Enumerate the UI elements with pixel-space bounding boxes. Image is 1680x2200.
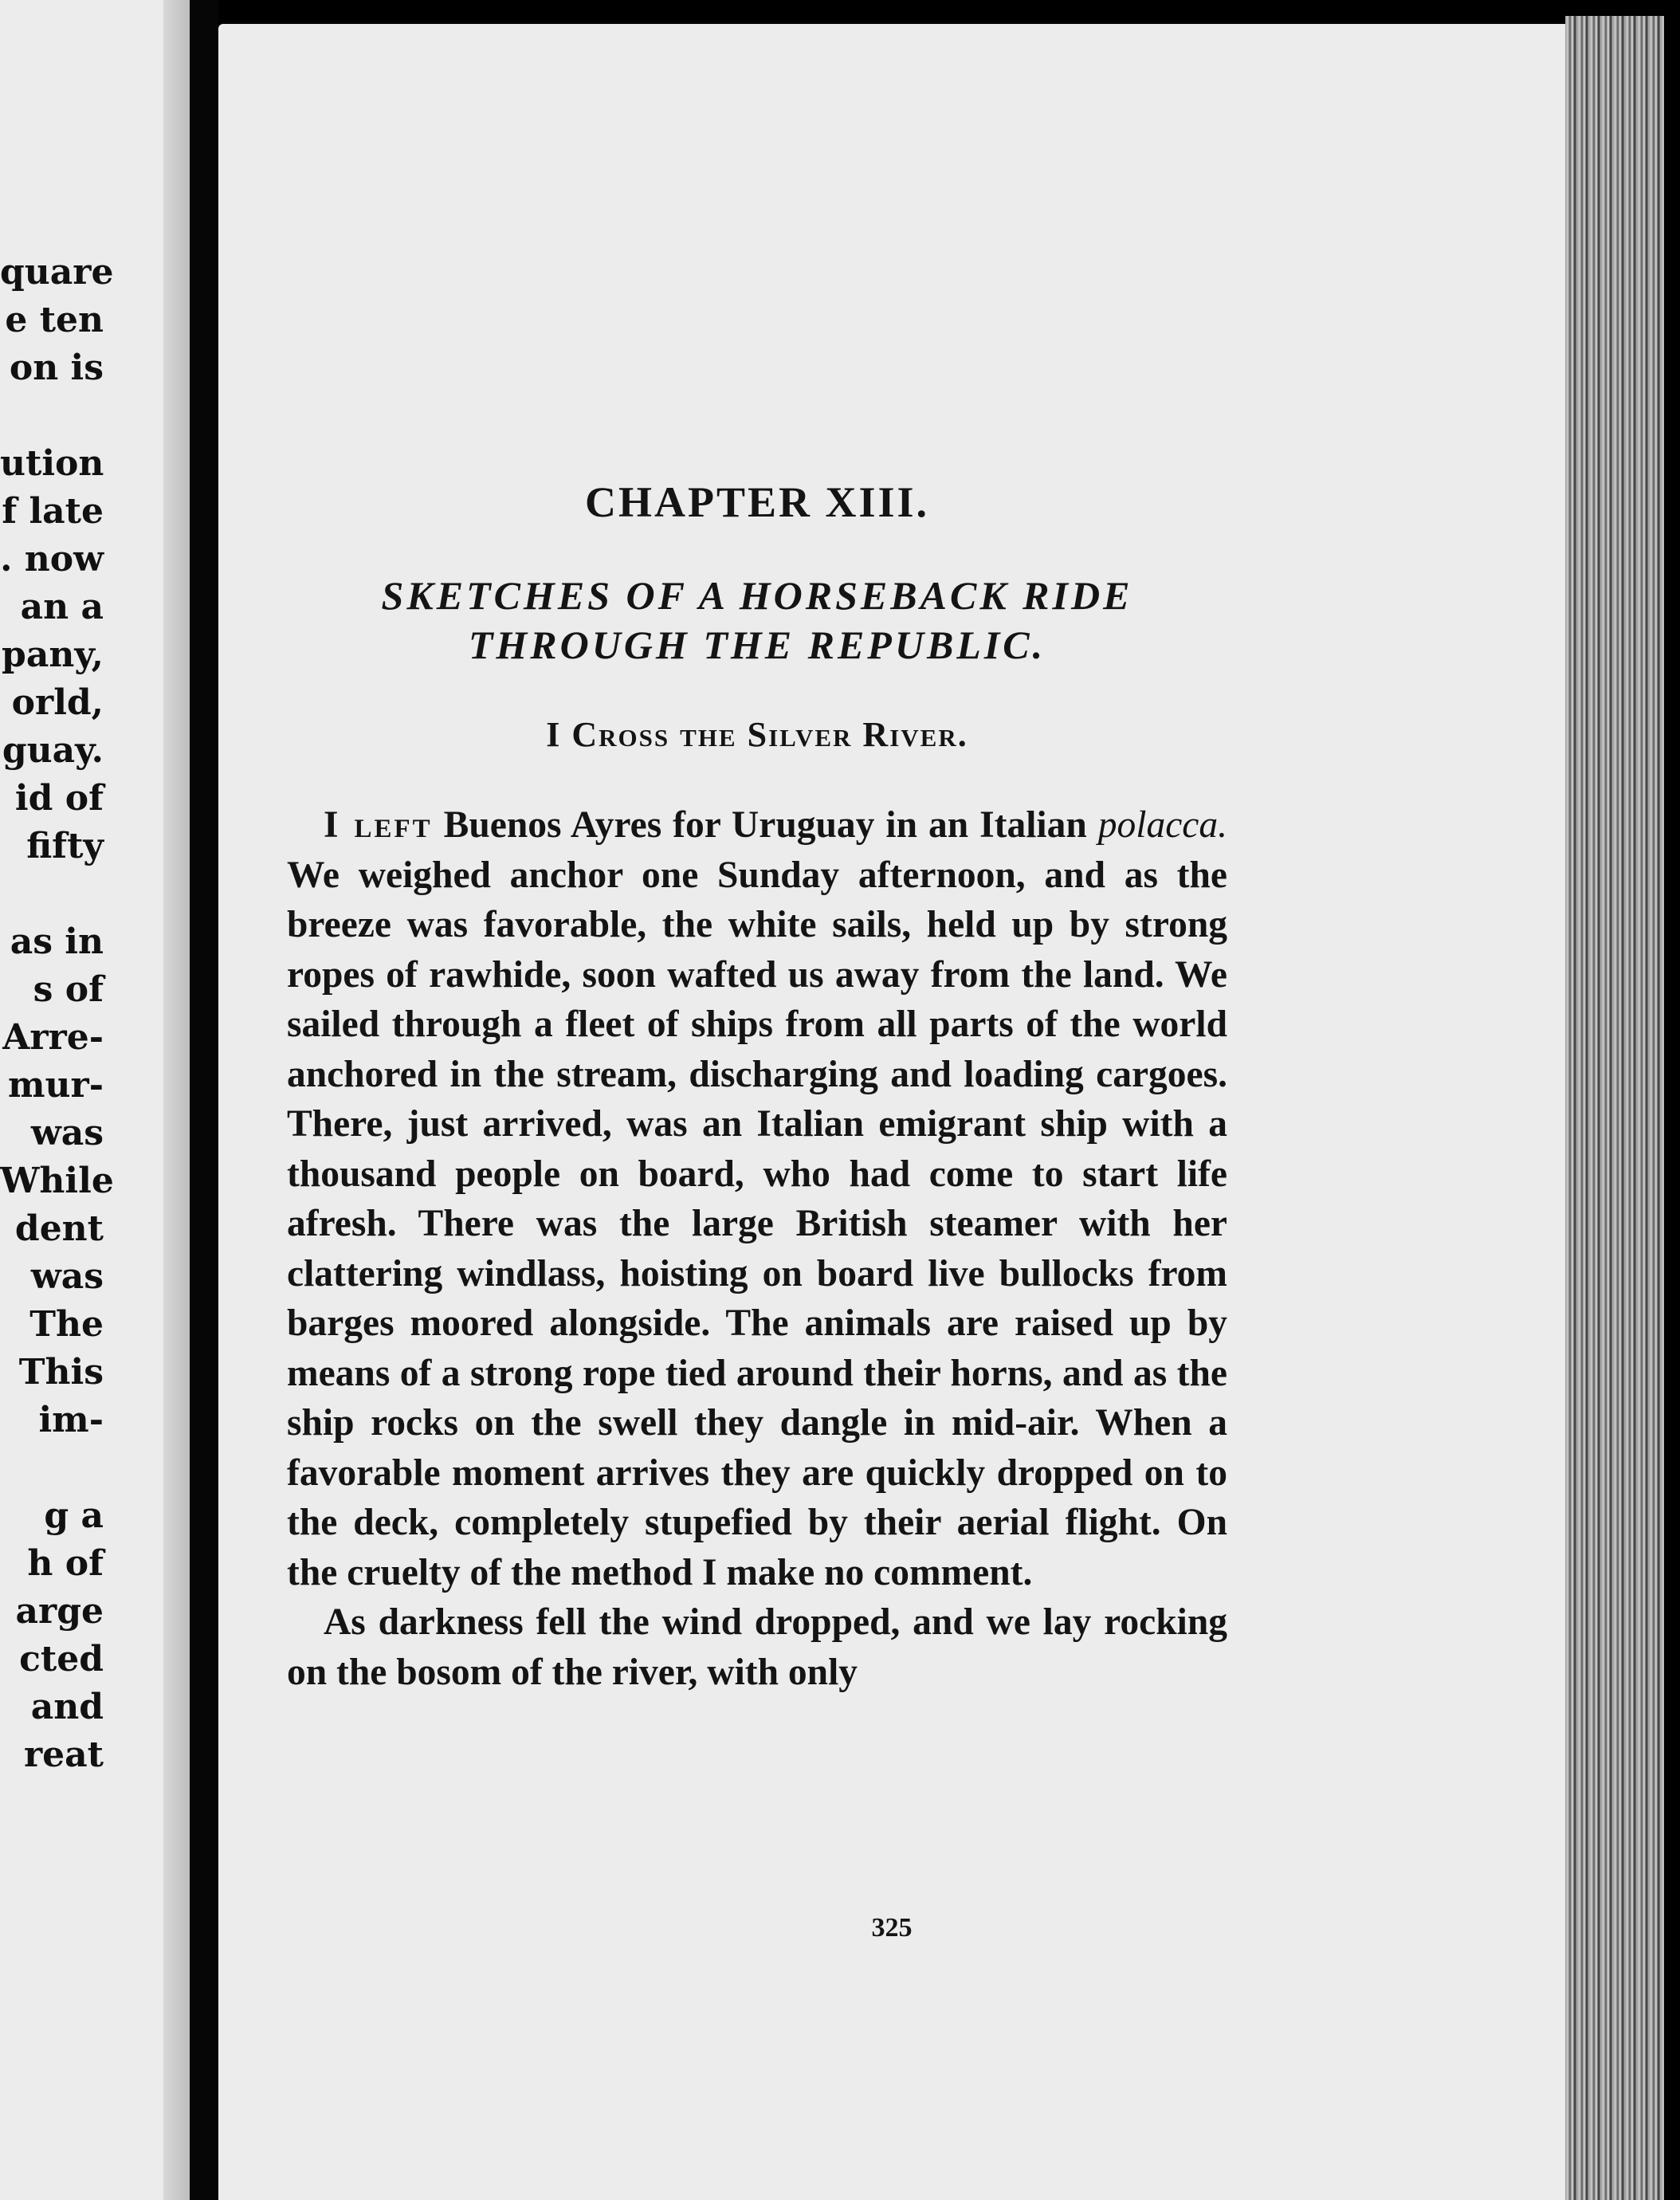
left-line: e ten <box>5 300 104 340</box>
left-line: quare <box>0 252 114 293</box>
left-line: h of <box>27 1543 104 1584</box>
left-line: While <box>0 1161 114 1201</box>
chapter-title <box>287 571 1227 670</box>
left-line: guay. <box>2 730 104 771</box>
left-line: and <box>30 1687 104 1727</box>
left-line: The <box>29 1304 104 1345</box>
left-line: g a <box>44 1495 104 1536</box>
left-page-text <box>0 249 114 1779</box>
left-line: was <box>30 1113 104 1153</box>
left-line: dent <box>14 1208 104 1249</box>
left-line: as in <box>10 921 104 962</box>
left-line: This <box>18 1352 104 1393</box>
left-line: . now <box>0 539 104 579</box>
left-page <box>0 0 190 2200</box>
left-line <box>0 392 104 440</box>
chapter-title-line: SKETCHES OF A HORSEBACK RIDE <box>381 573 1133 618</box>
paragraph-text: We weighed anchor one Sunday afternoon, and as the breeze was favorable, the white sails, held up by strong ropes of rawhide, soon wafted us away from the land. We sailed through a fleet of ships from all parts of the world anchored in the stream, discharging and loading cargoes. There, just arrived, was an Italian emigrant ship with a thousand people on board, who had come to start life afresh. There was the large British steamer with her clattering windlass, hoisting on board live bullocks from barges moored alongside. The animals are raised up by means of a strong rope tied around their horns, and as the ship rocks on the swell they dangle in mid-air. When a favorable moment arrives they are quickly dropped on to the deck, completely stupefied by their aerial flight. On the cruelty of the method I make no comment. <box>287 854 1227 1593</box>
chapter-heading: CHAPTER XIII. <box>584 478 930 526</box>
left-line <box>0 870 104 918</box>
left-line: f late <box>2 491 104 532</box>
paragraph-lead: I left <box>324 804 433 846</box>
scan-border <box>1664 0 1680 2200</box>
left-line: Arre- <box>2 1017 104 1058</box>
left-line: reat <box>23 1734 104 1775</box>
book-spine <box>190 0 218 2200</box>
left-line: an a <box>20 587 104 627</box>
left-line: fifty <box>26 826 104 866</box>
left-line: was <box>30 1256 104 1297</box>
left-line: mur- <box>8 1065 104 1106</box>
left-line: cted <box>19 1639 104 1679</box>
left-line: ution <box>0 443 104 484</box>
left-line: pany, <box>2 634 104 675</box>
italic-term: polacca. <box>1097 804 1227 846</box>
left-line: orld, <box>11 682 104 723</box>
page-number: 325 <box>871 1913 913 1943</box>
left-line: on is <box>9 348 104 388</box>
paragraph <box>287 800 1227 1597</box>
left-line: s of <box>33 969 104 1010</box>
left-line: arge <box>15 1591 104 1632</box>
chapter-title-line: THROUGH THE REPUBLIC. <box>468 623 1046 667</box>
left-page-gutter <box>163 0 190 2200</box>
section-heading: I Cross the Silver River. <box>546 715 968 754</box>
page-edges <box>1565 16 1664 2200</box>
paragraph-text: Buenos Ayres for Uruguay in an Italian <box>432 804 1098 846</box>
left-line <box>0 1444 104 1492</box>
left-line: im- <box>38 1400 104 1440</box>
paragraph: As darkness fell the wind dropped, and we lay rocking on the bosom of the river, with only <box>287 1601 1227 1693</box>
page-content <box>287 470 1227 1697</box>
body-text <box>287 800 1227 1697</box>
left-line: id of <box>14 778 104 819</box>
